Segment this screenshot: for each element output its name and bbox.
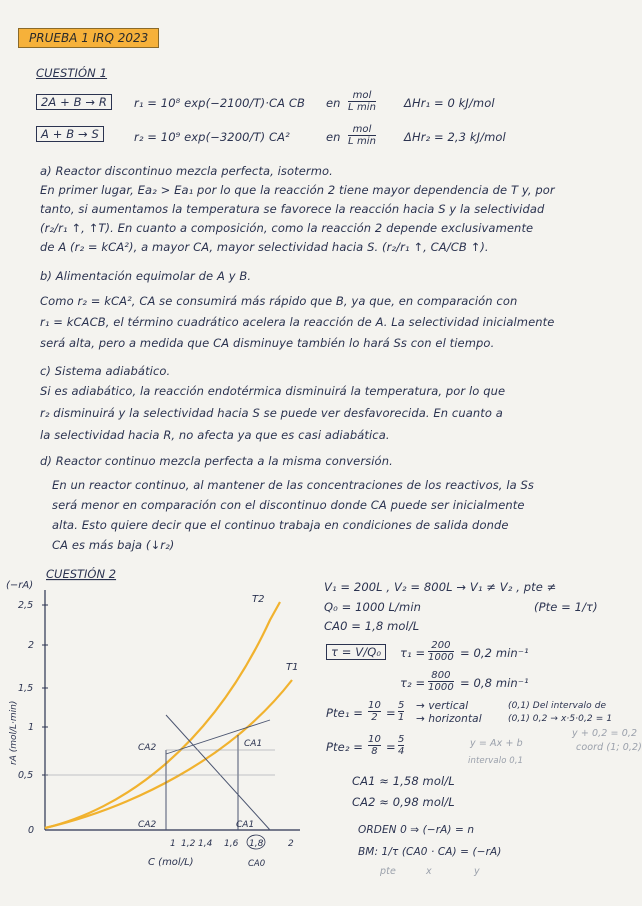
enthalpy-1: ΔHr₁ = 0 kJ/mol: [404, 96, 495, 110]
pte1-eq-sign: =: [386, 706, 396, 720]
y-tick: 1,5: [18, 683, 34, 694]
curve-t1: [45, 680, 292, 828]
part-d-line: CA es más baja (↓r₂): [52, 538, 175, 552]
x-tick: 1,4: [198, 839, 213, 849]
pte2-lhs: Pte₂ =: [326, 740, 364, 754]
part-a-line: (r₂/r₁ ↑, ↑T). En cuanto a composición, como la reacción 2 depende exclusivamente: [40, 221, 534, 235]
part-c-line: la selectividad hacia R, no afecta ya que es casi adiabática.: [40, 428, 390, 442]
cao-label: CA0: [248, 859, 266, 869]
volumes-eq: V₁ = 200L , V₂ = 800L → V₁ ≠ V₂ , pte ≠: [324, 580, 557, 594]
tau1-result: = 0,2 min⁻¹: [460, 646, 529, 660]
operating-line-1: [166, 715, 270, 830]
graph-xlabel: C (mol/L): [148, 857, 194, 868]
q2-graph: [0, 560, 320, 890]
pte1-lhs: Pte₁ =: [326, 706, 364, 720]
pte-relation: (Pte = 1/τ): [534, 600, 598, 614]
part-d-line: será menor en comparación con el discontinuo donde CA puede ser inicialmente: [52, 498, 525, 512]
part-d-line: En un reactor continuo, al mantener de las concentraciones de los reactivos, la Ss: [52, 478, 535, 492]
x-tick: 2: [288, 839, 294, 849]
graph-y-axis-label: (−rA): [6, 580, 34, 591]
gray-note-1: y = Ax + b: [470, 738, 523, 749]
part-c-line: r₂ disminuirá y la selectividad hacia S se puede ver desfavorecida. En cuanto a: [40, 406, 503, 420]
axis-mark-ca1: CA1: [236, 820, 255, 830]
pte1-arrows: → vertical → horizontal: [416, 700, 482, 725]
tau1-lhs: τ₁ =: [400, 646, 426, 660]
y-tick: 2,5: [18, 600, 34, 611]
part-d-line: alta. Esto quiere decir que el continuo trabaja en condiciones de salida donde: [52, 518, 509, 532]
reaction-2: A + B → S: [36, 126, 104, 142]
bm-under-x: x: [426, 866, 432, 877]
tau2-result: = 0,8 min⁻¹: [460, 676, 529, 690]
tau2-frac: $\frac{800}{1000}$: [428, 670, 454, 693]
pte2-eq-sign: =: [386, 740, 396, 754]
x-tick: 1,8: [249, 839, 264, 849]
curve-label-t1: T1: [286, 662, 299, 673]
rate-2: r₂ = 10⁹ exp(−3200/T) CA²: [134, 130, 290, 144]
part-a-title: a) Reactor discontinuo mezcla perfecta, isotermo.: [40, 164, 333, 178]
part-c-line: Si es adiabático, la reacción endotérmica disminuirá la temperatura, por lo que: [40, 384, 506, 398]
q0-eq: Q₀ = 1000 L/min: [324, 600, 421, 614]
part-b-title: b) Alimentación equimolar de A y B.: [40, 269, 252, 283]
y-tick: 1: [28, 722, 35, 733]
pte1-points: (0,1) Del intervalo de (0,1) 0,2 → x·5·0,2 = 1: [508, 701, 613, 724]
pte2-frac2: $\frac{5}{4}$: [398, 734, 405, 757]
gray-note-2: intervalo 0,1: [468, 756, 524, 766]
bm-note: BM: 1/τ (CA0 · CA) = (−rA): [358, 846, 502, 858]
part-b-line: Como r₂ = kCA², CA se consumirá más rápido que B, ya que, en comparación con: [40, 294, 518, 308]
part-d-title: d) Reactor continuo mezcla perfecta a la misma conversión.: [40, 454, 393, 468]
graph-ylabel: rA (mol/L·min): [9, 700, 19, 765]
part-b-line: r₁ = kCACB, el término cuadrático acelera la reacción de A. La selectividad inicialmente: [40, 315, 555, 329]
part-a-line: de A (r₂ = kCA²), a mayor CA, mayor selectividad hacia S. (r₂/r₁ ↑, CA/CB ↑).: [40, 240, 489, 254]
axis-mark-ca2: CA2: [138, 820, 157, 830]
part-a-line: En primer lugar, Ea₂ > Ea₁ por lo que la reacción 2 tiene mayor dependencia de T y, por: [40, 183, 555, 197]
pte2-frac1: $\frac{10}{8}$: [368, 734, 381, 757]
y-tick: 0,5: [18, 770, 34, 781]
gray-note-3: y + 0,2 = 0,2: [572, 728, 638, 739]
point-label-ca1: CA1: [244, 739, 263, 749]
curve-t2: [45, 602, 280, 828]
pte1-frac2: $\frac{5}{1}$: [398, 700, 405, 723]
cao-eq: CA0 = 1,8 mol/L: [324, 619, 420, 633]
y-tick: 0: [28, 825, 35, 836]
part-b-line: será alta, pero a medida que CA disminuye también lo hará Ss con el tiempo.: [40, 336, 495, 350]
ca1-result: CA1 ≈ 1,58 mol/L: [352, 774, 455, 788]
orden-note: ORDEN 0 ⇒ (−rA) = n: [358, 824, 475, 836]
tau1-frac: $\frac{200}{1000}$: [428, 640, 454, 663]
units-label-1: en: [326, 96, 341, 110]
curve-label-t2: T2: [252, 594, 265, 605]
bm-under-pte: pte: [380, 866, 396, 877]
units-2: mol L min: [348, 124, 377, 147]
units-1: mol L min: [348, 90, 377, 113]
units-label-2: en: [326, 130, 341, 144]
ca2-result: CA2 ≈ 0,98 mol/L: [352, 795, 455, 809]
point-label-ca2: CA2: [138, 743, 157, 753]
x-tick: 1: [170, 839, 176, 849]
y-tick: 2: [28, 640, 35, 651]
part-a-line: tanto, si aumentamos la temperatura se favorece la reacción hacia S y la selectividad: [40, 202, 545, 216]
x-tick: 1,6: [224, 839, 239, 849]
page-title: PRUEBA 1 IRQ 2023: [18, 28, 159, 48]
part-c-title: c) Sistema adiabático.: [40, 364, 171, 378]
question-1-title: CUESTIÓN 1: [36, 66, 108, 80]
gray-note-4: coord (1; 0,2): [576, 742, 642, 753]
question-2-title: CUESTIÓN 2: [46, 567, 117, 581]
rate-1: r₁ = 10⁸ exp(−2100/T)·CA CB: [134, 96, 305, 110]
pte1-frac1: $\frac{10}{2}$: [368, 700, 381, 723]
reaction-1: 2A + B → R: [36, 94, 112, 110]
tau-definition: τ = V/Q₀: [326, 644, 386, 660]
bm-under-y: y: [474, 866, 480, 877]
tau2-lhs: τ₂ =: [400, 676, 426, 690]
enthalpy-2: ΔHr₂ = 2,3 kJ/mol: [404, 130, 506, 144]
x-tick: 1,2: [181, 839, 196, 849]
